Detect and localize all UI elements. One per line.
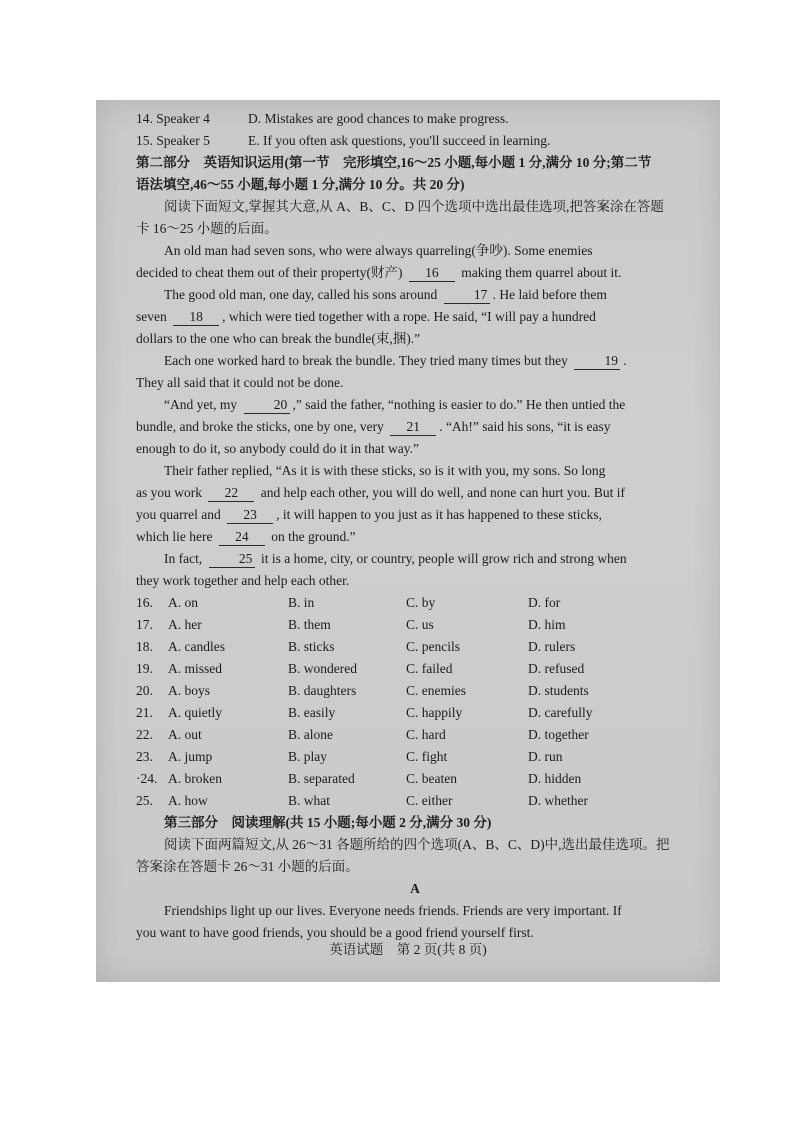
option-row-19 — [136, 658, 694, 680]
passage-line: dollars to the one who can break the bundle(束,捆).” — [136, 331, 421, 346]
option-d: D. run — [528, 749, 563, 764]
option-b: B. sticks — [288, 639, 335, 654]
option-a: A. out — [168, 727, 202, 742]
option-c: C. by — [406, 595, 436, 610]
passage-line — [136, 504, 694, 526]
passage-line — [136, 284, 694, 306]
option-b: B. what — [288, 793, 330, 808]
passage-text: . — [623, 353, 627, 368]
passage-text: you quarrel and — [136, 507, 221, 522]
question-number: 22. — [136, 727, 153, 742]
matching-option: D. Mistakes are good chances to make progress. — [248, 111, 509, 126]
passage-text: and help each other, you will do well, and none can hurt you. But if — [260, 485, 625, 500]
passage-line — [136, 526, 694, 548]
passage-text: ,” said the father, “nothing is easier to do.” He then untied the — [292, 397, 626, 412]
option-a: A. candles — [168, 639, 225, 654]
passage-text: as you work — [136, 485, 202, 500]
blank-24: 24 — [219, 529, 265, 546]
speaker-label: 15. Speaker 5 — [136, 133, 210, 148]
passage-text: decided to cheat them out of their property(财产) — [136, 265, 403, 280]
question-number: 20. — [136, 683, 153, 698]
passage-line: They all said that it could not be done. — [136, 375, 344, 390]
passage-line — [136, 350, 694, 372]
passage-text: . “Ah!” said his sons, “it is easy — [439, 419, 611, 434]
option-row-22 — [136, 724, 694, 746]
exam-sheet — [136, 108, 694, 944]
part2-heading: 第二部分 英语知识运用(第一节 完形填空,16～25 小题,每小题 1 分,满分 10 分;第二节 — [136, 155, 652, 170]
option-d: D. for — [528, 595, 561, 610]
question-number: 17. — [136, 617, 153, 632]
option-row-24 — [136, 768, 694, 790]
option-a: A. on — [168, 595, 198, 610]
question-number: 19. — [136, 661, 153, 676]
part3-heading: 第三部分 阅读理解(共 15 小题;每小题 2 分,满分 30 分) — [164, 815, 492, 830]
part3-instruction-cont: 答案涂在答题卡 26～31 小题的后面。 — [136, 859, 359, 874]
option-d: D. refused — [528, 661, 585, 676]
passage-line — [136, 416, 694, 438]
blank-21: 21 — [390, 419, 436, 436]
option-c: C. us — [406, 617, 434, 632]
option-c: C. beaten — [406, 771, 457, 786]
matching-option: E. If you often ask questions, you'll succeed in learning. — [248, 133, 551, 148]
passage-text: seven — [136, 309, 167, 324]
blank-19: 19 — [574, 353, 620, 370]
passage-line: An old man had seven sons, who were always quarreling(争吵). Some enemies — [164, 243, 593, 258]
passage-text: bundle, and broke the sticks, one by one, very — [136, 419, 384, 434]
option-row-25 — [136, 790, 694, 812]
question-number: 23. — [136, 749, 153, 764]
question-number: 16. — [136, 595, 153, 610]
passage-text: on the ground.” — [271, 529, 356, 544]
option-d: D. whether — [528, 793, 588, 808]
option-a: A. how — [168, 793, 208, 808]
passage-line: enough to do it, so anybody could do it in that way.” — [136, 441, 419, 456]
blank-25: 25 — [209, 551, 255, 568]
exam-page-photo — [96, 100, 720, 982]
option-d: D. him — [528, 617, 566, 632]
blank-16: 16 — [409, 265, 455, 282]
option-row-21 — [136, 702, 694, 724]
reading-text: you want to have good friends, you should be a good friend yourself first. — [136, 925, 534, 940]
option-d: D. carefully — [528, 705, 593, 720]
option-c: C. fight — [406, 749, 448, 764]
option-c: C. happily — [406, 705, 463, 720]
option-b: B. alone — [288, 727, 333, 742]
passage-text: The good old man, one day, called his sons around — [164, 287, 438, 302]
passage-text: . He laid before them — [492, 287, 607, 302]
option-row-23 — [136, 746, 694, 768]
part2-instruction: 阅读下面短文,掌握其大意,从 A、B、C、D 四个选项中选出最佳选项,把答案涂在答题 — [164, 199, 664, 214]
matching-row-15 — [136, 130, 694, 152]
option-d: D. together — [528, 727, 589, 742]
options-list — [136, 592, 694, 812]
question-number: ·24. — [136, 771, 158, 786]
passage-text: which lie here — [136, 529, 213, 544]
passage-text: it is a home, city, or country, people will grow rich and strong when — [260, 551, 627, 566]
option-d: D. rulers — [528, 639, 576, 654]
option-d: D. hidden — [528, 771, 582, 786]
option-c: C. pencils — [406, 639, 460, 654]
passage-line — [136, 306, 694, 328]
option-b: B. daughters — [288, 683, 357, 698]
blank-23: 23 — [227, 507, 273, 524]
speaker-label: 14. Speaker 4 — [136, 111, 210, 126]
passage-text: In fact, — [164, 551, 203, 566]
option-b: B. wondered — [288, 661, 357, 676]
question-number: 25. — [136, 793, 153, 808]
option-c: C. enemies — [406, 683, 466, 698]
option-d: D. students — [528, 683, 589, 698]
option-b: B. easily — [288, 705, 336, 720]
option-c: C. either — [406, 793, 453, 808]
option-row-18 — [136, 636, 694, 658]
reading-text: Friendships light up our lives. Everyone needs friends. Friends are very important. If — [164, 903, 622, 918]
passage-text: , it will happen to you just as it has happened to these sticks, — [276, 507, 602, 522]
option-b: B. them — [288, 617, 331, 632]
passage-line — [136, 548, 694, 570]
passage-text: “And yet, my — [164, 397, 238, 412]
question-number: 21. — [136, 705, 153, 720]
option-a: A. boys — [168, 683, 211, 698]
option-b: B. play — [288, 749, 327, 764]
option-row-20 — [136, 680, 694, 702]
option-row-17 — [136, 614, 694, 636]
question-number: 18. — [136, 639, 153, 654]
part2-instruction-cont: 卡 16～25 小题的后面。 — [136, 221, 278, 236]
passage-line — [136, 262, 694, 284]
passage-line: Their father replied, “As it is with these sticks, so is it with you, my sons. So long — [164, 463, 606, 478]
passage-line: they work together and help each other. — [136, 573, 350, 588]
blank-18: 18 — [173, 309, 219, 326]
part2-heading-cont: 语法填空,46～55 小题,每小题 1 分,满分 10 分。共 20 分) — [136, 177, 465, 192]
passage-text: making them quarrel about it. — [461, 265, 622, 280]
option-c: C. hard — [406, 727, 446, 742]
option-a: A. quietly — [168, 705, 222, 720]
option-b: B. separated — [288, 771, 355, 786]
page-footer: 英语试题 第 2 页(共 8 页) — [329, 942, 487, 957]
blank-20: 20 — [244, 397, 290, 414]
blank-17: 17 — [444, 287, 490, 304]
passage-line — [136, 394, 694, 416]
passage-label: A — [410, 881, 420, 896]
passage-text: , which were tied together with a rope. He said, “I will pay a hundred — [222, 309, 596, 324]
part3-instruction: 阅读下面两篇短文,从 26～31 各题所给的四个选项(A、B、C、D)中,选出最佳选项。把 — [164, 837, 670, 852]
passage-text: Each one worked hard to break the bundle. They tried many times but they — [164, 353, 568, 368]
option-b: B. in — [288, 595, 315, 610]
option-a: A. her — [168, 617, 202, 632]
blank-22: 22 — [208, 485, 254, 502]
option-row-16 — [136, 592, 694, 614]
passage-line — [136, 482, 694, 504]
option-c: C. failed — [406, 661, 453, 676]
option-a: A. missed — [168, 661, 222, 676]
option-a: A. broken — [168, 771, 222, 786]
option-a: A. jump — [168, 749, 213, 764]
matching-row-14 — [136, 108, 694, 130]
